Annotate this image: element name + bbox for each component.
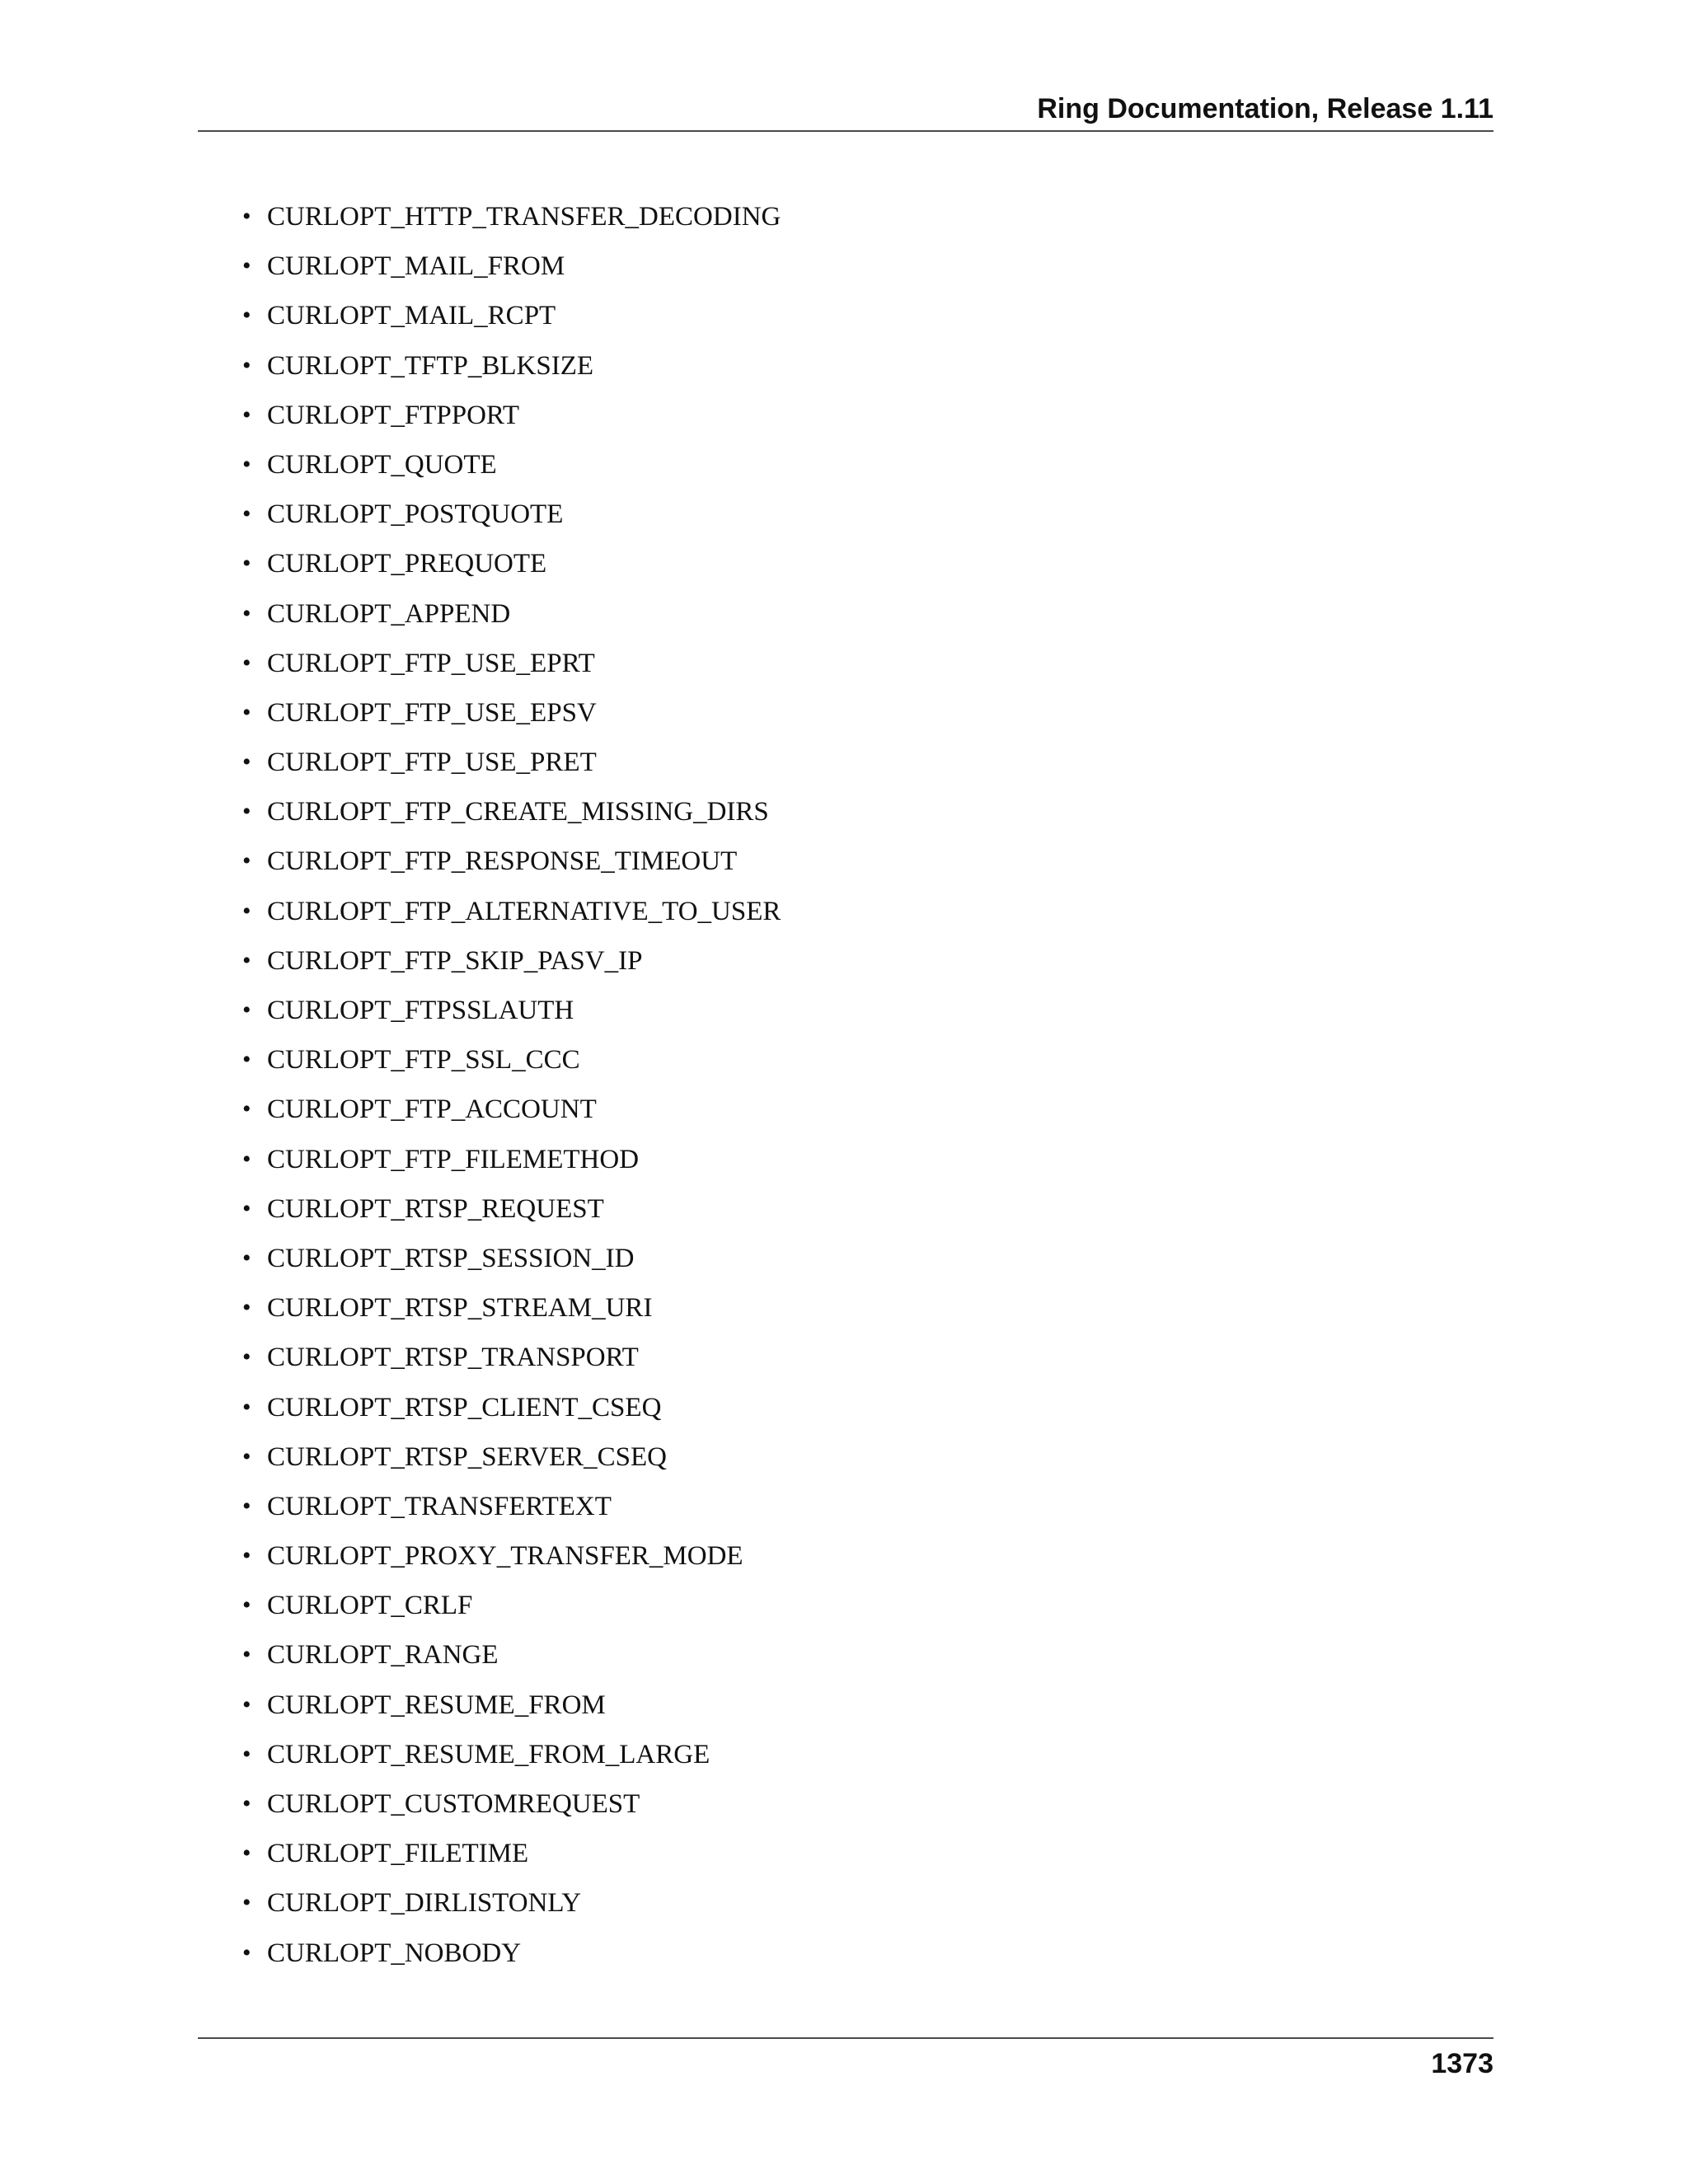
bullet-icon: • <box>242 1542 251 1570</box>
bullet-icon: • <box>242 897 251 925</box>
bullet-icon: • <box>242 946 251 974</box>
option-name: CURLOPT_RTSP_SERVER_CSEQ <box>267 1441 667 1472</box>
bullet-icon: • <box>242 1591 251 1619</box>
bullet-icon: • <box>242 1889 251 1917</box>
bullet-icon: • <box>242 302 251 330</box>
bullet-icon: • <box>242 1194 251 1222</box>
option-name: CURLOPT_RESUME_FROM <box>267 1690 606 1720</box>
list-item <box>242 744 781 794</box>
bullet-icon: • <box>242 500 251 528</box>
option-name: CURLOPT_MAIL_FROM <box>267 251 565 282</box>
list-item <box>242 1786 781 1835</box>
option-name: CURLOPT_PROXY_TRANSFER_MODE <box>267 1541 743 1572</box>
bullet-icon: • <box>242 1690 251 1718</box>
list-item <box>242 199 781 248</box>
list-item <box>242 1091 781 1141</box>
option-name: CURLOPT_CRLF <box>267 1591 473 1621</box>
option-name: CURLOPT_FTP_CREATE_MISSING_DIRS <box>267 797 769 827</box>
option-name: CURLOPT_RTSP_STREAM_URI <box>267 1293 653 1324</box>
bullet-icon: • <box>242 203 251 230</box>
bullet-icon: • <box>242 1343 251 1371</box>
option-name: CURLOPT_TFTP_BLKSIZE <box>267 350 594 381</box>
bullet-icon: • <box>242 1046 251 1074</box>
list-item <box>242 843 781 893</box>
bullet-icon: • <box>242 1145 251 1173</box>
list-item <box>242 1240 781 1290</box>
list-item <box>242 496 781 546</box>
option-name: CURLOPT_POSTQUOTE <box>267 499 564 530</box>
list-item <box>242 1835 781 1885</box>
option-name: CURLOPT_CUSTOMREQUEST <box>267 1789 640 1819</box>
list-item <box>242 1339 781 1389</box>
bullet-icon: • <box>242 1393 251 1421</box>
list-item <box>242 1637 781 1686</box>
bullet-icon: • <box>242 649 251 677</box>
list-item <box>242 695 781 744</box>
list-item <box>242 248 781 298</box>
list-item <box>242 1885 781 1934</box>
curl-option-list <box>242 199 781 1985</box>
list-item <box>242 1587 781 1637</box>
bullet-icon: • <box>242 1492 251 1520</box>
option-name: CURLOPT_FTP_FILEMETHOD <box>267 1144 640 1174</box>
bullet-icon: • <box>242 1095 251 1123</box>
list-item <box>242 992 781 1042</box>
bullet-icon: • <box>242 1938 251 1966</box>
option-name: CURLOPT_FTP_ACCOUNT <box>267 1094 597 1125</box>
page-footer <box>198 2037 1493 2079</box>
page-header <box>198 92 1493 132</box>
bullet-icon: • <box>242 847 251 875</box>
list-item <box>242 1439 781 1488</box>
list-item <box>242 1290 781 1339</box>
list-item <box>242 893 781 943</box>
list-item <box>242 794 781 843</box>
option-name: CURLOPT_NOBODY <box>267 1938 522 1968</box>
list-item <box>242 348 781 397</box>
list-item <box>242 397 781 447</box>
option-name: CURLOPT_FTP_RESPONSE_TIMEOUT <box>267 846 738 877</box>
bullet-icon: • <box>242 1244 251 1272</box>
option-name: CURLOPT_DIRLISTONLY <box>267 1888 582 1919</box>
list-item <box>242 596 781 645</box>
bullet-icon: • <box>242 698 251 726</box>
option-name: CURLOPT_RTSP_REQUEST <box>267 1193 604 1224</box>
list-item <box>242 1390 781 1439</box>
bullet-icon: • <box>242 401 251 429</box>
option-name: CURLOPT_RTSP_SESSION_ID <box>267 1243 635 1273</box>
option-name: CURLOPT_FTPPORT <box>267 400 520 430</box>
list-item <box>242 1736 781 1786</box>
option-name: CURLOPT_RESUME_FROM_LARGE <box>267 1739 710 1769</box>
option-name: CURLOPT_FTP_USE_EPRT <box>267 648 595 678</box>
document-title: Ring Documentation, Release 1.11 <box>1037 93 1493 124</box>
option-name: CURLOPT_APPEND <box>267 598 511 629</box>
bullet-icon: • <box>242 1740 251 1768</box>
option-name: CURLOPT_PREQUOTE <box>267 549 547 579</box>
bullet-icon: • <box>242 252 251 280</box>
bullet-icon: • <box>242 1442 251 1470</box>
bullet-icon: • <box>242 599 251 627</box>
option-name: CURLOPT_FTP_SSL_CCC <box>267 1045 580 1076</box>
option-name: CURLOPT_RTSP_TRANSPORT <box>267 1343 639 1373</box>
option-name: CURLOPT_RANGE <box>267 1640 499 1671</box>
option-name: CURLOPT_FTP_USE_EPSV <box>267 697 597 728</box>
bullet-icon: • <box>242 450 251 478</box>
list-item <box>242 645 781 695</box>
bullet-icon: • <box>242 748 251 776</box>
option-name: CURLOPT_FTP_USE_PRET <box>267 748 597 778</box>
list-item <box>242 298 781 347</box>
bullet-icon: • <box>242 351 251 379</box>
list-item <box>242 1935 781 1985</box>
option-name: CURLOPT_FTP_SKIP_PASV_IP <box>267 945 643 976</box>
list-item <box>242 1141 781 1191</box>
list-item <box>242 943 781 992</box>
option-name: CURLOPT_FTPSSLAUTH <box>267 996 574 1025</box>
bullet-icon: • <box>242 1790 251 1817</box>
list-item <box>242 1191 781 1240</box>
option-name: CURLOPT_MAIL_RCPT <box>267 301 556 331</box>
option-name: CURLOPT_QUOTE <box>267 449 497 480</box>
list-item <box>242 1687 781 1736</box>
option-name: CURLOPT_TRANSFERTEXT <box>267 1491 612 1521</box>
bullet-icon: • <box>242 798 251 826</box>
list-item <box>242 546 781 595</box>
option-name: CURLOPT_FTP_ALTERNATIVE_TO_USER <box>267 896 781 926</box>
bullet-icon: • <box>242 1294 251 1322</box>
page-number: 1373 <box>1431 2048 1493 2079</box>
bullet-icon: • <box>242 1840 251 1868</box>
option-name: CURLOPT_RTSP_CLIENT_CSEQ <box>267 1392 662 1422</box>
list-item <box>242 447 781 496</box>
option-name: CURLOPT_FILETIME <box>267 1839 529 1869</box>
bullet-icon: • <box>242 996 251 1024</box>
option-name: CURLOPT_HTTP_TRANSFER_DECODING <box>267 202 781 232</box>
list-item <box>242 1488 781 1538</box>
bullet-icon: • <box>242 1641 251 1669</box>
list-item <box>242 1042 781 1091</box>
list-item <box>242 1538 781 1587</box>
bullet-icon: • <box>242 550 251 578</box>
